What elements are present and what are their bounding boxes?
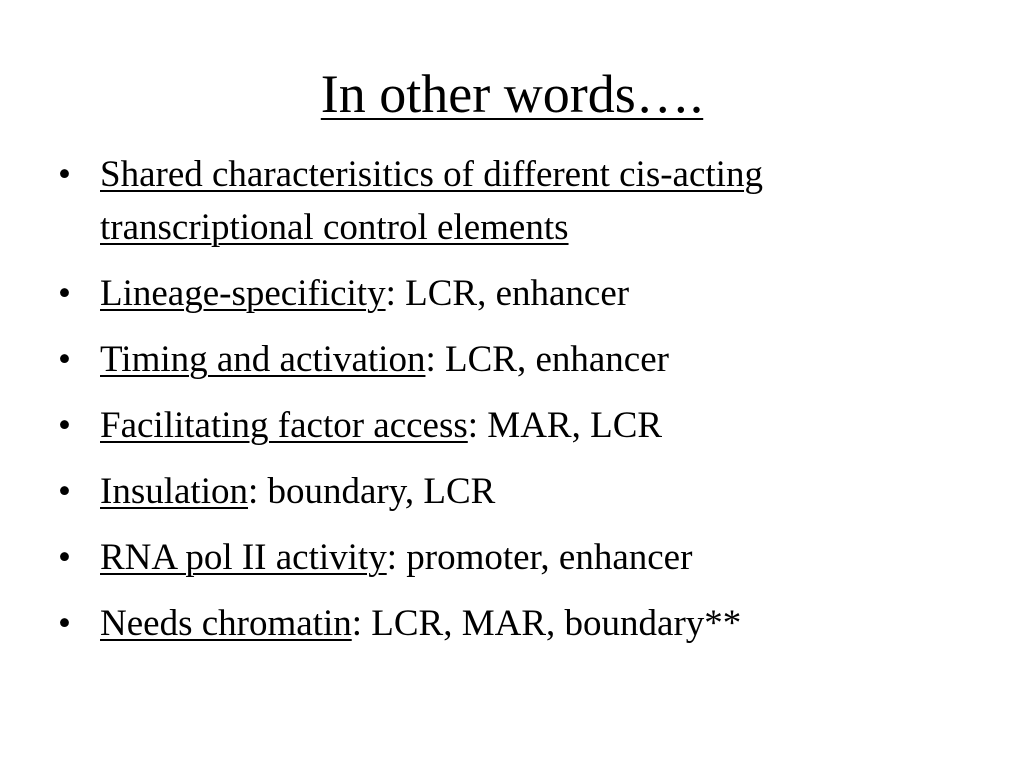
bullet-detail: : promoter, enhancer (386, 537, 693, 578)
bullet-dot-icon: • (58, 154, 71, 195)
bullet-item (58, 399, 958, 452)
bullet-dot-icon: • (58, 339, 71, 380)
slide-title (0, 62, 1024, 126)
bullet-dot-icon: • (58, 471, 71, 512)
bullet-dot-icon: • (58, 273, 71, 314)
bullet-dot-icon: • (58, 603, 71, 644)
bullet-term: Timing and activation (100, 339, 426, 380)
bullet-term: RNA pol II activity (100, 537, 387, 578)
bullet-term: Shared characterisitics of different cis-acting transcriptional control elements (100, 154, 763, 248)
bullet-term: Insulation (100, 471, 248, 512)
bullet-detail: : MAR, LCR (467, 405, 663, 446)
bullet-list (58, 148, 958, 663)
bullet-term: Lineage-specificity (100, 273, 386, 314)
bullet-item (58, 148, 958, 254)
bullet-term: Needs chromatin (100, 603, 352, 644)
bullet-dot-icon: • (58, 537, 71, 578)
bullet-item (58, 531, 958, 584)
bullet-item (58, 267, 958, 320)
bullet-detail: : boundary, LCR (247, 471, 496, 512)
bullet-term: Facilitating factor access (100, 405, 468, 446)
bullet-item (58, 597, 958, 650)
bullet-detail: : LCR, MAR, boundary** (351, 603, 742, 644)
bullet-item (58, 333, 958, 386)
bullet-item (58, 465, 958, 518)
bullet-detail: : LCR, enhancer (385, 273, 630, 314)
bullet-dot-icon: • (58, 405, 71, 446)
bullet-detail: : LCR, enhancer (425, 339, 669, 380)
slide-title-text: In other words…. (320, 64, 704, 124)
